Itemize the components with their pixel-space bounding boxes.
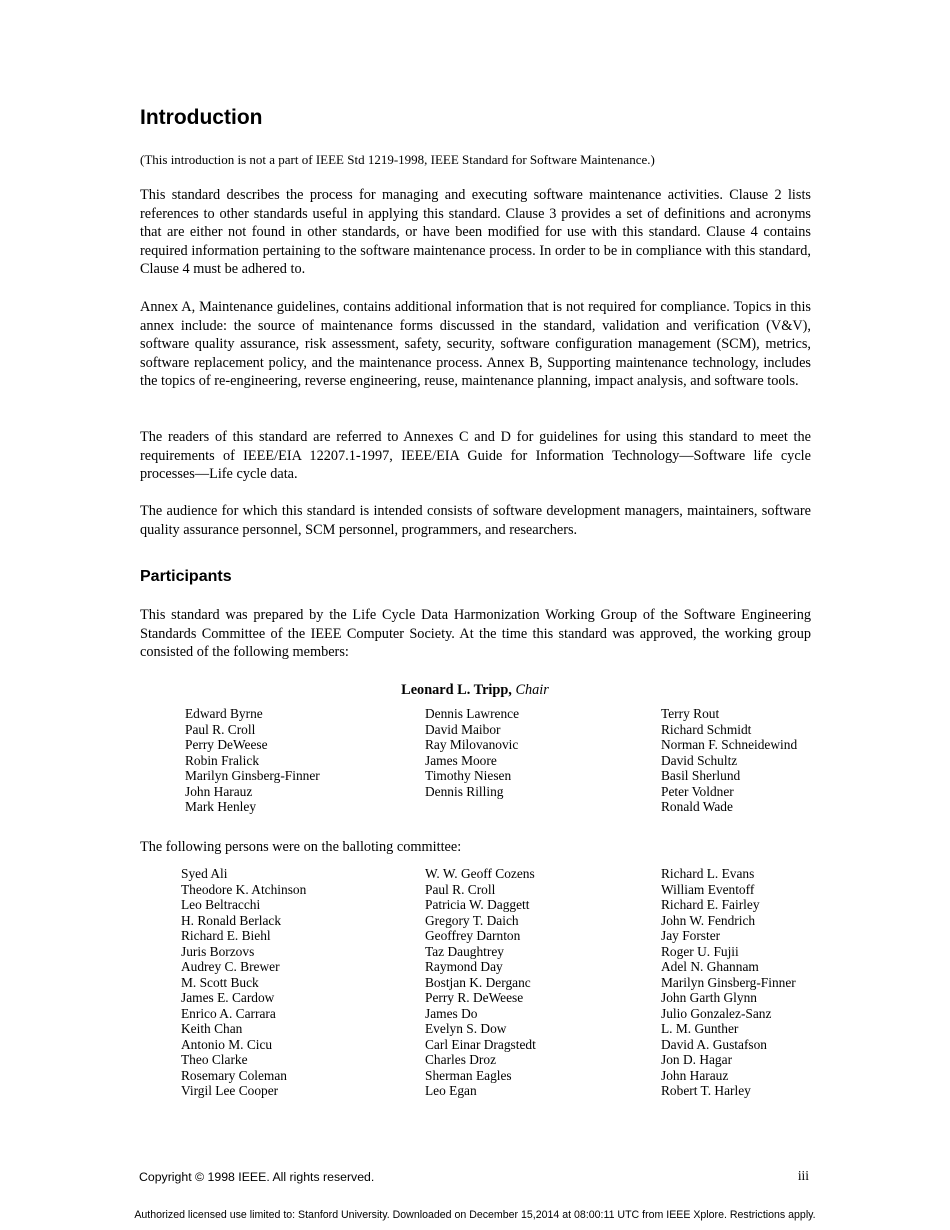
member-name: Leo Beltracchi — [181, 897, 261, 912]
member-name: Jay Forster — [661, 928, 721, 943]
member-name: Sherman Eagles — [425, 1067, 512, 1083]
member-name: H. Ronald Berlack — [181, 912, 282, 928]
member-name: David Maibor — [425, 721, 501, 737]
member-name: Charles Droz — [425, 1052, 497, 1067]
member-name: Robert T. Harley — [661, 1083, 751, 1098]
member-name: Patricia W. Daggett — [425, 897, 530, 912]
member-name: Timothy Niesen — [425, 768, 512, 783]
member-name: Richard L. Evans — [661, 866, 755, 881]
intro-paragraph: This standard describes the process for managing and executing software maintenance activities. Clause 2 lists references to other standards useful in applying this standard. Clause 3 provides a set of definitions and acronyms that are either not found in other standards, or have been modified for use with this standard. Clause 4 contains required information pertaining to the software maintenance process. In order to be in compliance with this standard, Clause 4 must be adhered to. — [140, 187, 811, 277]
balloting-column-1 — [181, 866, 306, 1099]
copyright-notice: Copyright © 1998 IEEE. All rights reserved. — [139, 1170, 375, 1184]
member-name: Marilyn Ginsberg-Finner — [661, 974, 796, 990]
member-name: William Eventoff — [661, 881, 755, 897]
member-name: Bostjan K. Derganc — [425, 974, 531, 990]
working-group-column-1 — [185, 706, 320, 815]
member-name: Norman F. Schneidewind — [661, 737, 798, 752]
member-name: John Garth Glynn — [661, 990, 757, 1005]
balloting-column-3 — [661, 866, 796, 1099]
member-name: David A. Gustafson — [661, 1036, 767, 1052]
member-name: Peter Voldner — [661, 783, 734, 799]
member-name: Perry R. DeWeese — [425, 990, 524, 1005]
member-name: Theodore K. Atchinson — [181, 881, 307, 897]
member-name: John Harauz — [185, 783, 253, 799]
member-name: Juris Borzovs — [181, 943, 255, 959]
member-name: Raymond Day — [425, 959, 503, 974]
member-name: Virgil Lee Cooper — [181, 1083, 279, 1098]
member-name: Marilyn Ginsberg-Finner — [185, 768, 320, 783]
working-group-column-3 — [661, 706, 797, 815]
member-name: Richard E. Fairley — [661, 897, 760, 912]
member-name: Mark Henley — [185, 799, 257, 814]
member-name: Enrico A. Carrara — [181, 1005, 276, 1021]
member-name: Taz Daughtrey — [425, 943, 504, 959]
member-name: Paul R. Croll — [425, 881, 496, 897]
member-name: W. W. Geoff Cozens — [425, 866, 535, 881]
member-name: James Moore — [425, 752, 497, 768]
member-name: Terry Rout — [661, 706, 720, 721]
balloting-column-2 — [425, 866, 536, 1099]
member-name: John Harauz — [661, 1067, 729, 1083]
member-name: Rosemary Coleman — [181, 1067, 287, 1083]
member-name: Theo Clarke — [181, 1052, 248, 1067]
member-name: Carl Einar Dragstedt — [425, 1036, 536, 1052]
member-name: Leo Egan — [425, 1083, 477, 1098]
member-name: David Schultz — [661, 752, 738, 768]
member-name: Richard Schmidt — [661, 721, 752, 737]
member-name: Roger U. Fujii — [661, 943, 739, 959]
intro-paragraph: Annex A, Maintenance guidelines, contains additional information that is not required for compliance. Topics in this annex include: the source of maintenance forms discussed in the standard, validation and verification (V&V), software quality assurance, risk assessment, safety, security, software configuration management (SCM), metrics, software replacement policy, and the maintenance process. Annex B, Supporting maintenance technology, includes the topics of re-engineering, reverse engineering, reuse, maintenance planning, impact analysis, and software tools. — [140, 299, 811, 389]
member-name: Richard E. Biehl — [181, 928, 271, 943]
member-name: Perry DeWeese — [185, 737, 268, 752]
member-name: Adel N. Ghannam — [661, 959, 759, 974]
working-group-chair — [0, 681, 950, 699]
chair-role: Chair — [515, 682, 549, 698]
member-name: Julio Gonzalez-Sanz — [661, 1005, 772, 1021]
member-name: Syed Ali — [181, 866, 228, 881]
participants-heading: Participants — [140, 568, 232, 585]
member-name: Antonio M. Cicu — [181, 1036, 273, 1052]
member-name: Dennis Lawrence — [425, 706, 520, 721]
page-number: iii — [797, 1168, 809, 1183]
member-name: Gregory T. Daich — [425, 912, 519, 928]
member-name: Keith Chan — [181, 1021, 243, 1036]
member-name: James Do — [425, 1005, 478, 1021]
member-name: Paul R. Croll — [185, 721, 256, 737]
participants-intro: This standard was prepared by the Life Cycle Data Harmonization Working Group of the Software Engineering Standards Committee of the IEEE Computer Society. At the time this standard was approved, the working group consisted of the following members: — [140, 607, 811, 660]
page-title: Introduction — [140, 106, 263, 129]
balloting-intro: The following persons were on the balloting committee: — [140, 839, 462, 855]
member-name: Audrey C. Brewer — [181, 959, 280, 974]
member-name: Dennis Rilling — [425, 783, 504, 799]
member-name: Ronald Wade — [661, 799, 733, 814]
intro-paragraph: The readers of this standard are referred to Annexes C and D for guidelines for using this standard to meet the requirements of IEEE/EIA 12207.1-1997, IEEE/EIA Guide for Information Technology—Software life cycle processes—Life cycle data. — [140, 429, 811, 482]
member-name: M. Scott Buck — [181, 974, 259, 990]
member-name: L. M. Gunther — [661, 1021, 739, 1036]
chair-name: Leonard L. Tripp, — [401, 682, 512, 698]
license-notice: Authorized licensed use limited to: Stanford University. Downloaded on December 15,2014 at 08:00:11 UTC from IEEE Xplore. Restrictions apply. — [134, 1209, 816, 1221]
member-name: Evelyn S. Dow — [425, 1021, 507, 1036]
member-name: Ray Milovanovic — [425, 737, 519, 752]
member-name: John W. Fendrich — [661, 912, 756, 928]
working-group-column-2 — [425, 706, 519, 799]
member-name: Robin Fralick — [185, 752, 260, 768]
introduction-note: (This introduction is not a part of IEEE Std 1219-1998, IEEE Standard for Software Maintenance.) — [140, 152, 655, 167]
member-name: James E. Cardow — [181, 990, 275, 1005]
member-name: Edward Byrne — [185, 706, 263, 721]
member-name: Geoffrey Darnton — [425, 928, 521, 943]
member-name: Jon D. Hagar — [661, 1052, 733, 1067]
member-name: Basil Sherlund — [661, 768, 741, 783]
intro-paragraph: The audience for which this standard is intended consists of software development managers, maintainers, software quality assurance personnel, SCM personnel, programmers, and researchers. — [140, 503, 811, 538]
